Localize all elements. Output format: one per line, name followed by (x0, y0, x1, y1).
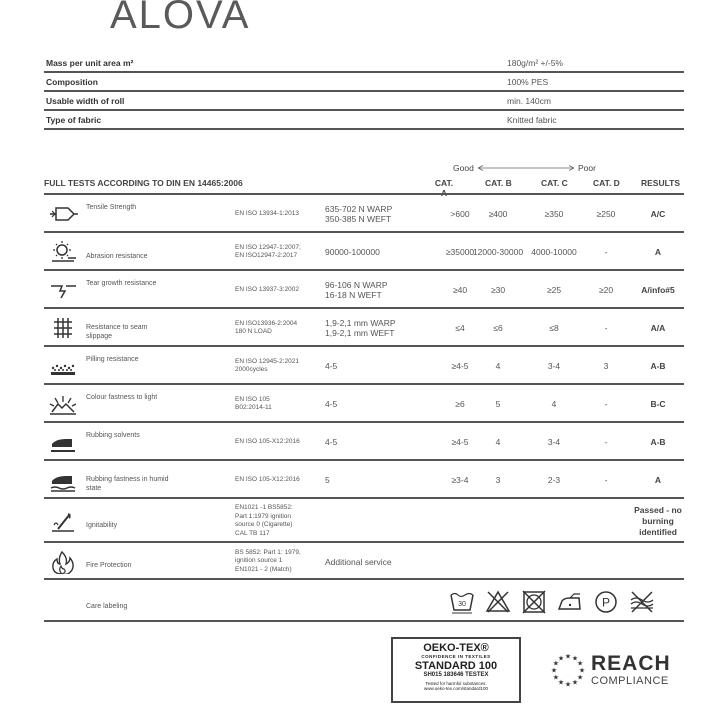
oeko-tex-label (391, 637, 521, 703)
cat-c-value: ≥25 (546, 285, 562, 295)
test-value: 5 (325, 475, 330, 485)
svg-text:30: 30 (458, 601, 466, 608)
property-row (44, 54, 684, 73)
test-row (44, 347, 684, 385)
cat-a-value: ≥6 (455, 399, 465, 409)
no-wring-icon (628, 588, 656, 616)
oeko-certificate: SH015 183646 TESTEX (423, 672, 489, 678)
test-result: A (654, 246, 662, 257)
test-result: A-B (650, 360, 666, 371)
reach-logo (546, 650, 686, 690)
svg-text:★: ★ (571, 654, 579, 663)
header-cat-c: CAT. C (541, 178, 568, 188)
test-value: 90000-100000 (325, 247, 380, 257)
cat-a-value: ≥4-5 (451, 361, 469, 371)
svg-text:★: ★ (557, 654, 565, 663)
header-cat-a: CAT. (434, 178, 454, 188)
test-value: 4-5 (325, 399, 338, 409)
scale-poor: Poor (578, 163, 596, 173)
care-icons (448, 588, 656, 616)
care-divider (44, 620, 684, 622)
test-value: 96-106 N WARP 16-18 N WEFT (325, 280, 388, 300)
cat-d-value: - (604, 475, 608, 485)
property-value: min. 140cm (507, 96, 551, 106)
oeko-tested: Tested for harmful substances. (425, 681, 487, 686)
test-result: B-C (650, 398, 666, 409)
test-result: A/A (650, 322, 666, 333)
test-row (44, 499, 684, 543)
reach-title: REACH (591, 652, 671, 675)
test-name: Ignitability (86, 521, 118, 529)
cat-b-value: 12000-30000 (472, 247, 524, 257)
test-name: Colour fastness to light (86, 394, 158, 401)
svg-text:★: ★ (552, 659, 560, 668)
no-tumble-dry-icon (520, 588, 548, 616)
test-value: 4-5 (325, 361, 338, 371)
test-name: Resistance to seam slippage (86, 324, 148, 340)
test-standard: BS 5852: Part 1: 1979, ignition source 1 EN1021 - 2 (Match) (235, 548, 301, 573)
cat-c-value: ≥350 (544, 209, 564, 219)
test-standard: EN ISO 105 B02:2014-11 (235, 395, 272, 411)
header-cat-b: CAT. B (485, 178, 512, 188)
test-name: Pilling resistance (86, 356, 139, 363)
test-result: A-B (650, 436, 666, 447)
cat-c-value: 4000-10000 (531, 247, 577, 257)
property-row (44, 92, 684, 111)
test-row (44, 423, 684, 461)
cat-b-value: 3 (495, 475, 501, 485)
wash-30-icon (448, 588, 476, 616)
test-result: Passed - no burning identified (634, 504, 682, 537)
test-name: Rubbing solvents (86, 432, 140, 439)
property-label: Usable width of roll (46, 96, 125, 106)
dry-clean-p-icon (592, 588, 620, 616)
cat-c-value: ≤8 (549, 323, 559, 333)
cat-c-value: 4 (551, 399, 557, 409)
cat-d-value: - (604, 247, 608, 257)
tear-icon (48, 278, 78, 302)
test-row (44, 309, 684, 347)
tests-header: FULL TESTS ACCORDING TO DIN EN 14465:2006 (44, 178, 243, 188)
svg-text:★: ★ (552, 673, 560, 682)
test-result: A/C (650, 208, 666, 219)
test-name: Tensile Strength (86, 204, 137, 211)
svg-text:★: ★ (576, 659, 584, 668)
cat-d-value: - (604, 399, 608, 409)
svg-text:★: ★ (571, 678, 579, 687)
test-standard: EN1021 -1 BS5852: Part 1:1979 ignition source 0 (Cigarette) CAL TB 117 (235, 504, 293, 537)
svg-text:★: ★ (564, 680, 572, 688)
cat-a-value: ≥40 (452, 285, 468, 295)
svg-text:★: ★ (576, 673, 584, 682)
cat-a-value: ≥35000 (445, 247, 475, 257)
test-name: Tear growth resistance (86, 280, 157, 287)
scale-good: Good (453, 163, 474, 173)
rubbing-icon (48, 430, 78, 454)
seam-icon (48, 316, 78, 340)
cat-d-value: - (604, 437, 608, 447)
care-label: Care labeling (86, 603, 128, 610)
product-title: ALOVA (110, 0, 251, 37)
property-row (44, 73, 684, 92)
test-value: 4-5 (325, 437, 338, 447)
test-standard: EN ISO 13937-3:2002 (235, 285, 299, 293)
svg-text:★: ★ (557, 678, 565, 687)
test-row (44, 233, 684, 271)
test-standard: EN ISO13936-2:2004 180 N LOAD (235, 319, 298, 335)
test-value: 635-702 N WARP 350-385 N WEFT (325, 204, 393, 224)
svg-text:★: ★ (564, 652, 572, 661)
row-divider (44, 578, 684, 580)
cat-a-value: ≤4 (455, 323, 465, 333)
header-results: RESULTS (641, 178, 681, 188)
test-value: Additional service (325, 556, 392, 567)
test-row (44, 543, 684, 580)
test-result: A (654, 474, 662, 485)
cat-c-value: 3-4 (547, 437, 561, 447)
test-value: 1,9-2,1 mm WARP 1,9-2,1 mm WEFT (325, 318, 396, 338)
svg-text:P: P (601, 595, 611, 610)
light-icon (48, 392, 78, 416)
header-cat-d: CAT. D (593, 178, 620, 188)
oeko-standard: STANDARD 100 (414, 660, 498, 672)
cat-c-value: 3-4 (547, 361, 561, 371)
oeko-brand: OEKO-TEX® (423, 642, 489, 654)
cat-b-value: 5 (495, 399, 501, 409)
test-standard: EN ISO 12947-1:2007; EN ISO12947-2:2017 (235, 243, 301, 259)
oeko-url: www.oeko-tex.com/standard100 (423, 686, 489, 691)
fire-icon (48, 550, 78, 574)
test-standard: EN ISO 12945-2:2021 2000cycles (235, 357, 299, 373)
tensile-icon (48, 202, 78, 226)
property-label: Mass per unit area m² (46, 58, 134, 68)
cat-b-value: 4 (495, 361, 501, 371)
test-standard: EN ISO 105-X12:2016 (235, 437, 300, 445)
scale-arrow (476, 165, 576, 171)
test-standard: EN ISO 105-X12:2016 (235, 475, 300, 483)
low-iron-icon (556, 588, 584, 616)
cat-d-value: ≥20 (598, 285, 614, 295)
cat-a-value: >600 (450, 209, 470, 219)
test-standard: EN ISO 13934-1:2013 (235, 209, 299, 217)
test-row (44, 461, 684, 499)
ignitability-icon (48, 509, 78, 533)
oeko-tagline: CONFIDENCE IN TEXTILES (421, 654, 491, 659)
property-label: Composition (46, 77, 98, 87)
property-value: Knitted fabric (507, 115, 557, 125)
test-name: Fire Protection (86, 562, 132, 569)
test-result: A/info#5 (641, 284, 675, 295)
cat-a-value: ≥3-4 (451, 475, 469, 485)
test-row (44, 385, 684, 423)
svg-text:★: ★ (578, 666, 586, 675)
cat-d-value: ≥250 (596, 209, 616, 219)
reach-subtitle: COMPLIANCE (591, 675, 669, 687)
no-bleach-icon (484, 588, 512, 616)
cat-b-value: ≤6 (493, 323, 503, 333)
property-label: Type of fabric (46, 115, 102, 125)
test-row (44, 271, 684, 309)
stars-icon (550, 652, 586, 688)
test-name: Abrasion resistance (86, 252, 148, 260)
property-row (44, 111, 684, 130)
cat-b-value: 4 (495, 437, 501, 447)
cat-a-value: ≥4-5 (451, 437, 469, 447)
test-row (44, 195, 684, 233)
test-name: Rubbing fastness in humid state (86, 476, 169, 492)
cat-b-value: ≥30 (490, 285, 506, 295)
cat-d-value: 3 (603, 361, 609, 371)
property-value: 100% PES (507, 77, 549, 87)
cat-b-value: ≥400 (488, 209, 508, 219)
abrasion-icon (48, 240, 78, 264)
cat-d-value: - (604, 323, 608, 333)
rubbing-humid-icon (48, 468, 78, 492)
cat-c-value: 2-3 (547, 475, 561, 485)
pilling-icon (48, 354, 78, 378)
property-value: 180g/m² +/-5% (507, 58, 563, 68)
svg-text:★: ★ (550, 666, 558, 675)
